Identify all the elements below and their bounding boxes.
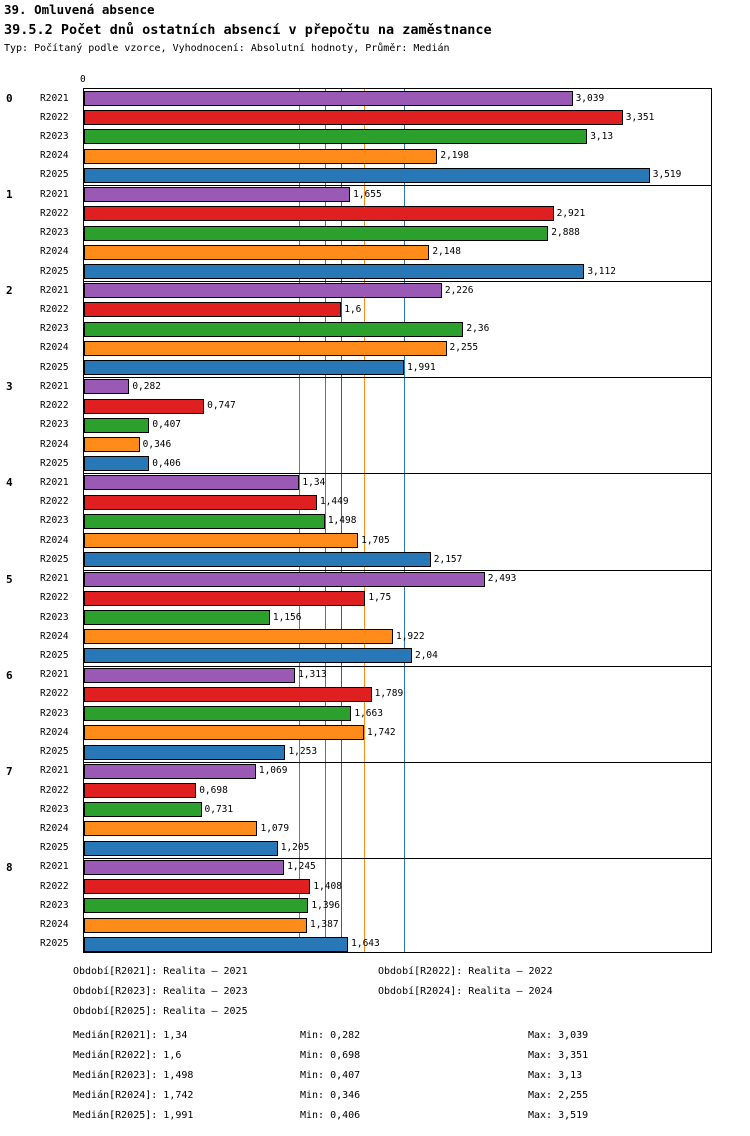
series-label-R2024: R2024 [40, 342, 69, 354]
bar [84, 514, 325, 529]
stats-row [0, 1110, 750, 1130]
bar-value-label: 2,888 [551, 227, 580, 239]
series-label-R2023: R2023 [40, 707, 69, 719]
chart-subtitle: Typ: Počítaný podle vzorce, Vyhodnocení: Absolutní hodnoty, Průměr: Medián [4, 43, 450, 54]
bar [84, 168, 650, 183]
stat-median: Medián[R2023]: 1,498 [73, 1070, 194, 1081]
bar [84, 668, 295, 683]
series-label-R2025: R2025 [40, 553, 69, 565]
series-label-R2025: R2025 [40, 746, 69, 758]
bar [84, 648, 412, 663]
bar-value-label: 1,498 [327, 515, 357, 527]
bar-value-label: 3,519 [652, 169, 682, 181]
bar [84, 610, 270, 625]
bar-value-label: 1,408 [313, 880, 342, 892]
bar-value-label: 3,112 [587, 265, 616, 277]
series-label-R2023: R2023 [40, 130, 69, 142]
group-label: 2 [6, 284, 13, 298]
chart-legend [0, 966, 750, 1026]
stat-min: Min: 0,282 [300, 1030, 361, 1041]
bar [84, 495, 317, 510]
bar [84, 322, 463, 337]
bar [84, 149, 437, 164]
legend-entry: Období[R2025]: Realita – 2025 [73, 1006, 248, 1017]
series-label-R2025: R2025 [40, 265, 69, 277]
series-label-R2021: R2021 [40, 573, 69, 585]
series-label-R2021: R2021 [40, 92, 69, 104]
series-label-R2022: R2022 [40, 303, 69, 315]
group-separator [84, 858, 711, 859]
bar [84, 456, 149, 471]
series-label-R2021: R2021 [40, 765, 69, 777]
series-label-R2023: R2023 [40, 419, 69, 431]
bar [84, 764, 256, 779]
bar [84, 898, 308, 913]
bar-value-label: 1,245 [287, 861, 316, 873]
series-label-R2021: R2021 [40, 284, 69, 296]
group-label: 0 [6, 92, 13, 105]
group-label: 1 [6, 188, 13, 202]
bar-value-label: 1,387 [309, 919, 339, 931]
series-label-R2022: R2022 [40, 496, 69, 508]
group-separator [84, 762, 711, 763]
series-label-R2025: R2025 [40, 938, 69, 950]
stat-median: Medián[R2024]: 1,742 [73, 1090, 194, 1101]
bar-value-label: 0,698 [199, 784, 228, 796]
series-label-R2024: R2024 [40, 822, 69, 834]
bar [84, 129, 587, 144]
group-separator [84, 377, 711, 378]
bar [84, 341, 447, 356]
bar-value-label: 2,157 [433, 553, 463, 565]
series-label-R2023: R2023 [40, 803, 69, 815]
bar-value-label: 2,04 [414, 649, 438, 661]
stats-row [0, 1030, 750, 1050]
series-label-R2022: R2022 [40, 207, 69, 219]
bar-value-label: 1,6 [344, 303, 362, 315]
bar [84, 533, 358, 548]
series-label-R2021: R2021 [40, 476, 69, 488]
series-label-R2024: R2024 [40, 630, 69, 642]
bar-value-label: 1,655 [353, 188, 382, 200]
bar-value-label: 2,148 [432, 246, 461, 258]
legend-entry: Období[R2021]: Realita – 2021 [73, 966, 248, 977]
bar-value-label: 2,921 [556, 207, 586, 219]
bar [84, 841, 278, 856]
series-label-R2022: R2022 [40, 592, 69, 604]
stat-max: Max: 3,519 [528, 1110, 589, 1121]
bar-value-label: 1,313 [298, 669, 327, 681]
bar [84, 783, 196, 798]
bar [84, 591, 365, 606]
bar-value-label: 1,253 [288, 746, 318, 758]
bar-value-label: 2,255 [449, 342, 479, 354]
legend-row [0, 986, 750, 1006]
stat-median: Medián[R2025]: 1,991 [73, 1110, 194, 1121]
stat-median: Medián[R2022]: 1,6 [73, 1050, 182, 1061]
bar-value-label: 2,226 [444, 284, 474, 296]
bar-value-label: 2,198 [440, 150, 469, 162]
stats-row [0, 1070, 750, 1090]
group-label: 8 [6, 860, 13, 874]
bar-value-label: 1,789 [374, 688, 404, 700]
chart-title: 39.5.2 Počet dnů ostatních absencí v přepočtu na zaměstnance [4, 22, 492, 38]
series-label-R2024: R2024 [40, 919, 69, 931]
stat-max: Max: 3,039 [528, 1030, 589, 1041]
series-label-R2023: R2023 [40, 611, 69, 623]
bar-value-label: 0,282 [132, 380, 161, 392]
bar-value-label: 3,13 [590, 130, 614, 142]
legend-entry: Období[R2022]: Realita – 2022 [378, 966, 553, 977]
bar-value-label: 1,069 [258, 765, 288, 777]
bar-value-label: 1,705 [361, 534, 390, 546]
stat-max: Max: 3,351 [528, 1050, 589, 1061]
legend-entry: Období[R2023]: Realita – 2023 [73, 986, 248, 997]
series-label-R2024: R2024 [40, 726, 69, 738]
bar [84, 937, 348, 952]
series-label-R2023: R2023 [40, 227, 69, 239]
bar-value-label: 1,742 [367, 726, 396, 738]
bar [84, 379, 129, 394]
report-title: 39. Omluvená absence [4, 2, 155, 17]
bar [84, 706, 351, 721]
bar-value-label: 1,34 [302, 476, 326, 488]
series-label-R2021: R2021 [40, 861, 69, 873]
bar [84, 283, 442, 298]
stat-max: Max: 2,255 [528, 1090, 589, 1101]
bar-value-label: 1,75 [368, 592, 392, 604]
bar [84, 91, 573, 106]
bar-value-label: 1,922 [395, 630, 425, 642]
bar-value-label: 1,449 [319, 496, 349, 508]
stats-row [0, 1050, 750, 1070]
bar-value-label: 1,079 [260, 822, 290, 834]
group-label: 6 [6, 668, 13, 682]
series-label-R2022: R2022 [40, 688, 69, 700]
bar [84, 360, 404, 375]
series-label-R2023: R2023 [40, 323, 69, 335]
stat-max: Max: 3,13 [528, 1070, 583, 1081]
bar [84, 110, 623, 125]
stat-median: Medián[R2021]: 1,34 [73, 1030, 188, 1041]
series-label-R2025: R2025 [40, 842, 69, 854]
bar-value-label: 0,406 [152, 457, 181, 469]
bar-value-label: 1,156 [272, 611, 302, 623]
series-label-R2024: R2024 [40, 246, 69, 258]
series-label-R2021: R2021 [40, 188, 69, 200]
bar [84, 264, 584, 279]
bar [84, 552, 431, 567]
bar [84, 802, 202, 817]
stats-row [0, 1090, 750, 1110]
bar [84, 821, 257, 836]
bar-value-label: 1,643 [351, 938, 380, 950]
bar-value-label: 0,731 [204, 803, 234, 815]
bar [84, 226, 548, 241]
legend-row [0, 1006, 750, 1026]
bar [84, 745, 285, 760]
series-label-R2022: R2022 [40, 880, 69, 892]
bar [84, 206, 554, 221]
group-label: 3 [6, 380, 13, 394]
bar-value-label: 3,351 [625, 111, 655, 123]
series-label-R2022: R2022 [40, 400, 69, 412]
stat-min: Min: 0,407 [300, 1070, 361, 1081]
group-separator [84, 281, 711, 282]
group-label: 5 [6, 572, 13, 586]
bar [84, 187, 350, 202]
bar-value-label: 1,396 [311, 899, 341, 911]
series-label-R2024: R2024 [40, 438, 69, 450]
chart-plot-area [83, 88, 712, 953]
bar [84, 437, 140, 452]
legend-entry: Období[R2024]: Realita – 2024 [378, 986, 553, 997]
group-separator [84, 666, 711, 667]
bar-value-label: 0,747 [207, 400, 236, 412]
series-label-R2021: R2021 [40, 669, 69, 681]
series-label-R2025: R2025 [40, 649, 69, 661]
group-separator [84, 570, 711, 571]
group-label: 4 [6, 476, 13, 490]
bar [84, 725, 364, 740]
series-label-R2021: R2021 [40, 380, 69, 392]
series-label-R2022: R2022 [40, 111, 69, 123]
chart-statistics [0, 1030, 750, 1130]
bar-value-label: 1,205 [280, 842, 310, 854]
bar-value-label: 0,407 [152, 419, 182, 431]
bar [84, 245, 429, 260]
series-label-R2022: R2022 [40, 784, 69, 796]
bar [84, 302, 341, 317]
legend-row [0, 966, 750, 986]
bar-value-label: 1,991 [407, 361, 436, 373]
bar [84, 629, 393, 644]
bar-value-label: 2,493 [487, 573, 517, 585]
stat-min: Min: 0,406 [300, 1110, 361, 1121]
bar [84, 687, 372, 702]
bar-value-label: 3,039 [575, 92, 605, 104]
bar [84, 860, 284, 875]
bar [84, 572, 485, 587]
group-separator [84, 185, 711, 186]
series-label-R2024: R2024 [40, 150, 69, 162]
bar [84, 399, 204, 414]
bar [84, 475, 299, 490]
series-label-R2023: R2023 [40, 899, 69, 911]
series-label-R2025: R2025 [40, 361, 69, 373]
bar [84, 418, 149, 433]
bar-value-label: 0,346 [142, 438, 172, 450]
stat-min: Min: 0,698 [300, 1050, 361, 1061]
group-separator [84, 473, 711, 474]
series-label-R2025: R2025 [40, 457, 69, 469]
group-label: 7 [6, 764, 13, 778]
series-label-R2023: R2023 [40, 515, 69, 527]
series-label-R2024: R2024 [40, 534, 69, 546]
series-label-R2025: R2025 [40, 169, 69, 181]
bar [84, 879, 310, 894]
bar [84, 918, 307, 933]
x-axis-zero-tick: 0 [80, 74, 86, 85]
bar-value-label: 2,36 [466, 323, 490, 335]
bar-value-label: 1,663 [354, 707, 383, 719]
stat-min: Min: 0,346 [300, 1090, 361, 1101]
